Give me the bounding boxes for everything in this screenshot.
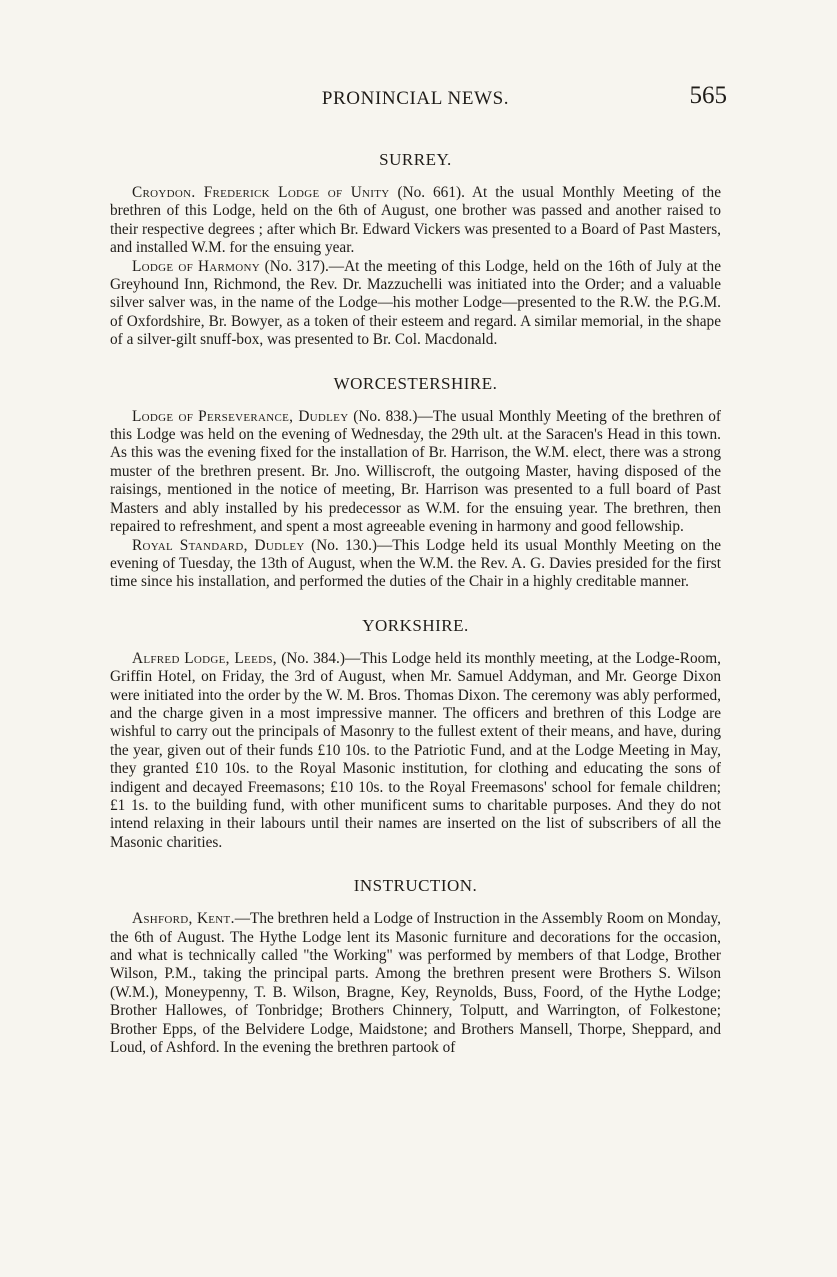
paragraph bbox=[110, 408, 721, 537]
page-number: 565 bbox=[689, 82, 727, 109]
paragraph-text: (No. 130.)—This Lodge held its usual Monthly Meeting on the evening of Tuesday, the 13th of August, when the W.M. the Rev. A. G. Davies presided for the first time since his installation, and performed the duties of the Chair in a highly creditable manner. bbox=[110, 536, 722, 591]
paragraph bbox=[110, 910, 721, 1057]
paragraph-text: (No. 317).—At the meeting of this Lodge, held on the 16th of July at the Greyhound Inn, Richmond, the Rev. Dr. Mazzuchelli was initiated into the Order; and a valuable silver salver was, in the name of the Lodge—his mother Lodge—presented to the R.W. the P.G.M. of Oxfordshire, Br. Bowyer, as a token of their esteem and regard. A similar memorial, in the shape of a silver-gilt snuff-box, was presented to Br. Col. Macdonald. bbox=[110, 257, 721, 349]
paragraph bbox=[110, 537, 721, 592]
section-heading: INSTRUCTION. bbox=[353, 876, 478, 896]
paragraph-lead: Croydon. Frederick Lodge of Unity bbox=[132, 184, 390, 201]
paragraph-lead: Lodge of Harmony bbox=[132, 257, 260, 275]
paragraph-text: (No. 661). At the usual Monthly Meeting of the brethren of this Lodge, held on the 6th of August, one brother was passed and another raised to their respective degrees ; after which Br. Edward Vickers was presented to a Board of Past Masters, and installed W.M. for the ensuing year. bbox=[110, 184, 721, 257]
section-instruction bbox=[110, 876, 721, 1057]
article-body bbox=[110, 150, 721, 1057]
paragraph bbox=[110, 258, 721, 350]
paragraph bbox=[110, 184, 721, 258]
paragraph-lead: Ashford, Kent. bbox=[132, 910, 235, 928]
running-title: PRONINCIAL NEWS. bbox=[321, 88, 510, 109]
section-worcestershire bbox=[110, 374, 721, 592]
section-yorkshire bbox=[110, 616, 721, 852]
paragraph-text: —The brethren held a Lodge of Instruction in the Assembly Room on Monday, the 6th of August. The Hythe Lodge lent its Masonic furniture and decorations for the occasion, and what is technically called "the Working" was performed by members of that Lodge, Brother Wilson, P.M., taking the principal parts. Among the brethren present were Brothers S. Wilson (W.M.), Moneypenny, T. B. Wilson, Bragne, Key, Reynolds, Buss, Foord, of the Hythe Lodge; Brother Hallowes, of Tonbridge; Brothers Chinnery, Tolputt, and Warrington, of Folkestone; Brother Epps, of the Belvidere Lodge, Maidstone; and Brothers Mansell, Thorpe, Sheppard, and Loud, of Ashford. In the evening the brethren partook of bbox=[110, 910, 721, 1057]
paragraph-text: (No. 838.)—The usual Monthly Meeting of the brethren of this Lodge was held on the evening of Wednesday, the 29th ult. at the Saracen's Head in this town. As this was the evening fixed for the installation of Br. Harrison, the W.M. elect, there was a strong muster of the brethren present. Br. Jno. Williscroft, the outgoing Master, having disposed of the raisings, mentioned in the notice of meeting, Br. Harrison was presented to a full board of Past Masters and ably installed by his predecessor as W.M. for the ensuing year. The brethren, then repaired to refreshment, and spent a most agreeable evening in harmony and good fellowship. bbox=[110, 407, 721, 536]
section-heading: SURREY. bbox=[379, 150, 452, 169]
paragraph-text: (No. 384.)—This Lodge held its monthly meeting, at the Lodge-Room, Griffin Hotel, on Friday, the 3rd of August, when Mr. Samuel Addyman, and Mr. George Dixon were initiated into the order by the W. M. Bros. Thomas Dixon. The ceremony was ably performed, and the charge given in a most impressive manner. The officers and brethren of this Lodge are wishful to carry out the principals of Masonry to the fullest extent of their means, and have, during the year, given out of their funds £10 10s. to the Patriotic Fund, and at the Lodge Meeting in May, they granted £10 10s. to the Royal Masonic institution, for clothing and educating the sons of indigent and decayed Freemasons; £10 10s. to the Royal Freemasons' school for female children; £1 1s. to the building fund, with other munificent sums to charitable purposes. And they do not intend relaxing in their labours until their names are inserted on the list of subscribers of all the Masonic charities. bbox=[110, 649, 722, 851]
section-heading: WORCESTERSHIRE. bbox=[333, 373, 498, 393]
paragraph-lead: Alfred Lodge, Leeds, bbox=[132, 649, 277, 667]
section-surrey bbox=[110, 150, 721, 350]
paragraph-lead: Lodge of Perseverance, Dudley bbox=[132, 407, 349, 425]
paragraph bbox=[110, 650, 721, 852]
paragraph-lead: Royal Standard, Dudley bbox=[132, 536, 305, 554]
running-header bbox=[110, 82, 727, 118]
section-heading: YORKSHIRE. bbox=[362, 615, 469, 635]
